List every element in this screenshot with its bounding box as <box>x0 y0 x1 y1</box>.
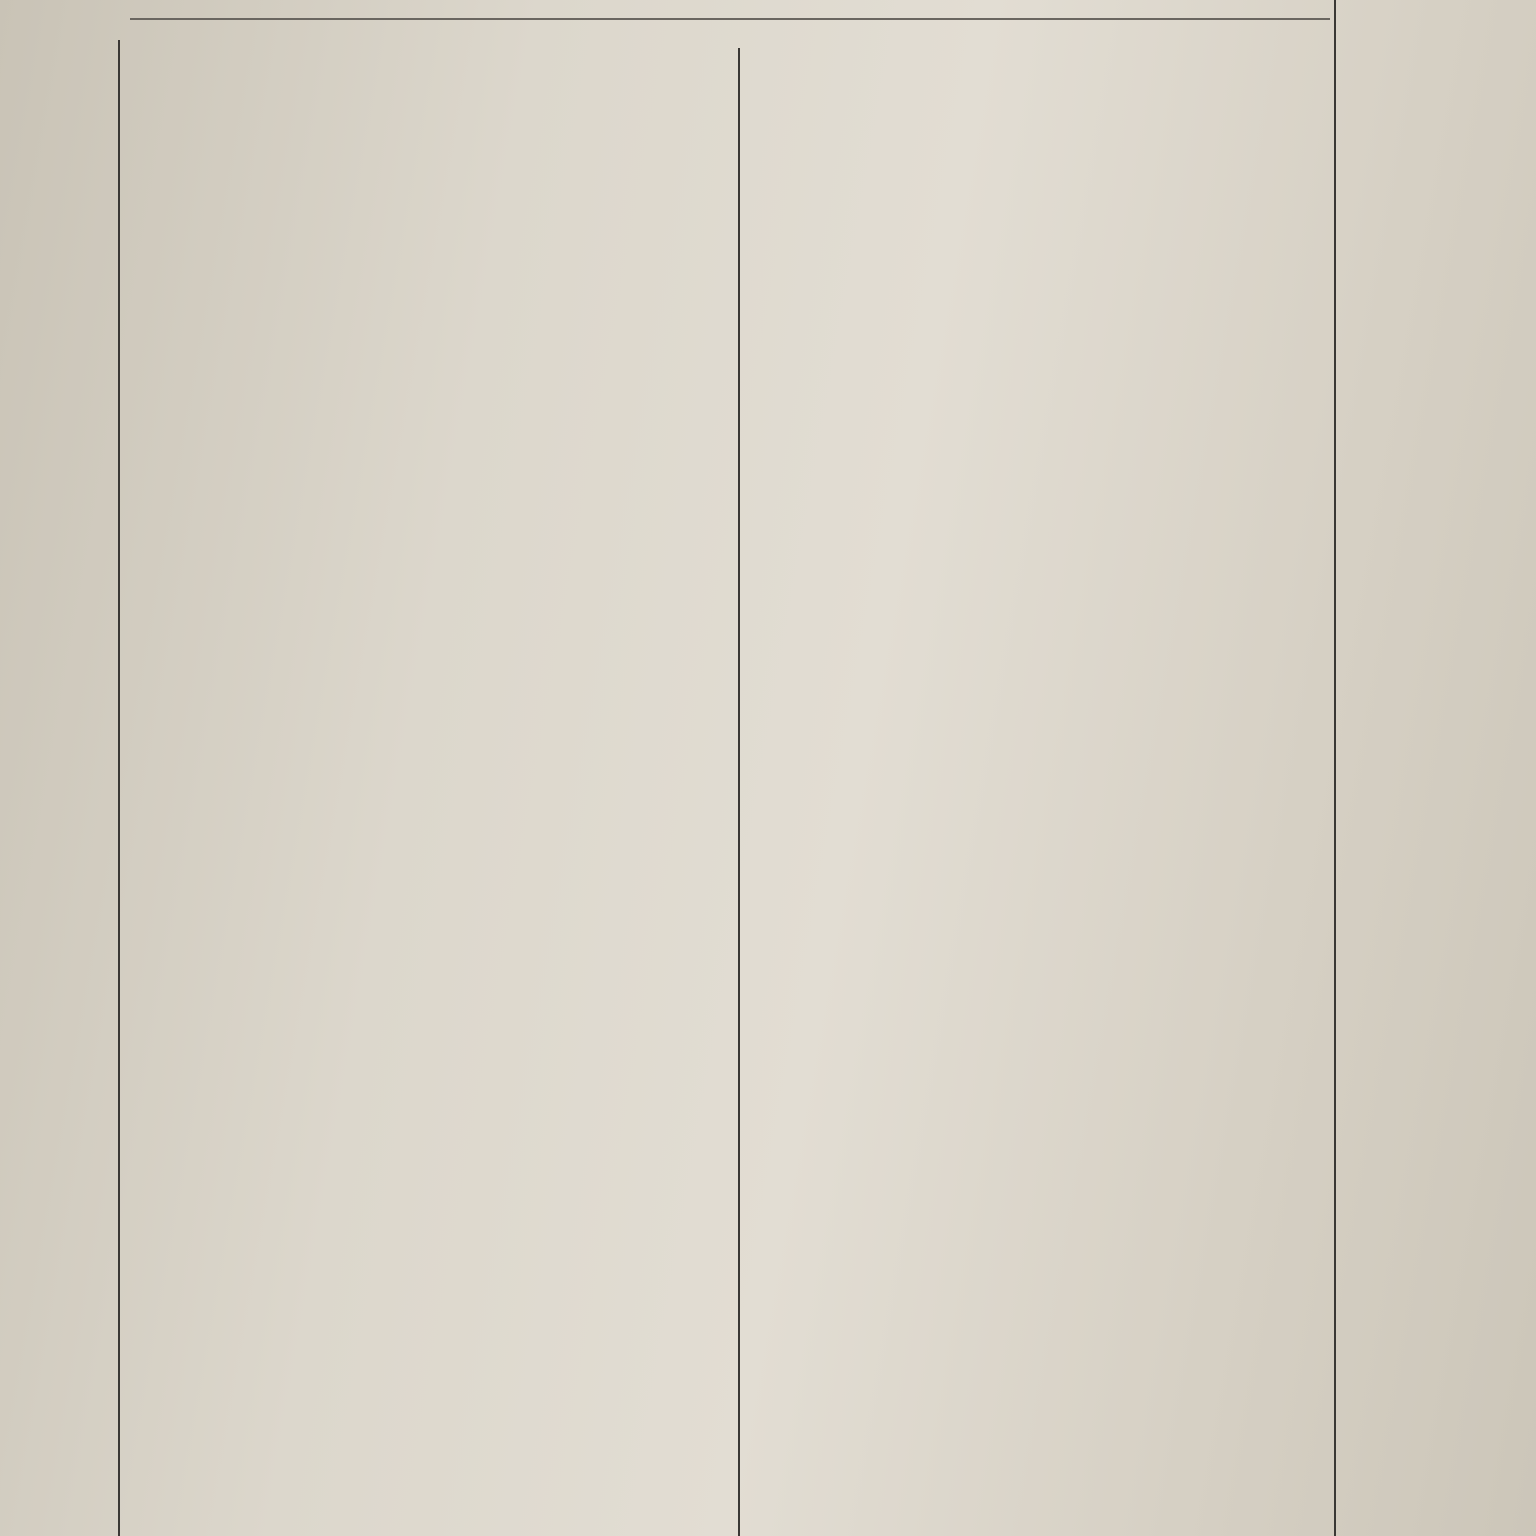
column-rule-2 <box>738 48 740 1536</box>
top-rule <box>130 18 1330 20</box>
column-rule-1 <box>118 40 120 1536</box>
column-rule-3 <box>1334 0 1336 1536</box>
